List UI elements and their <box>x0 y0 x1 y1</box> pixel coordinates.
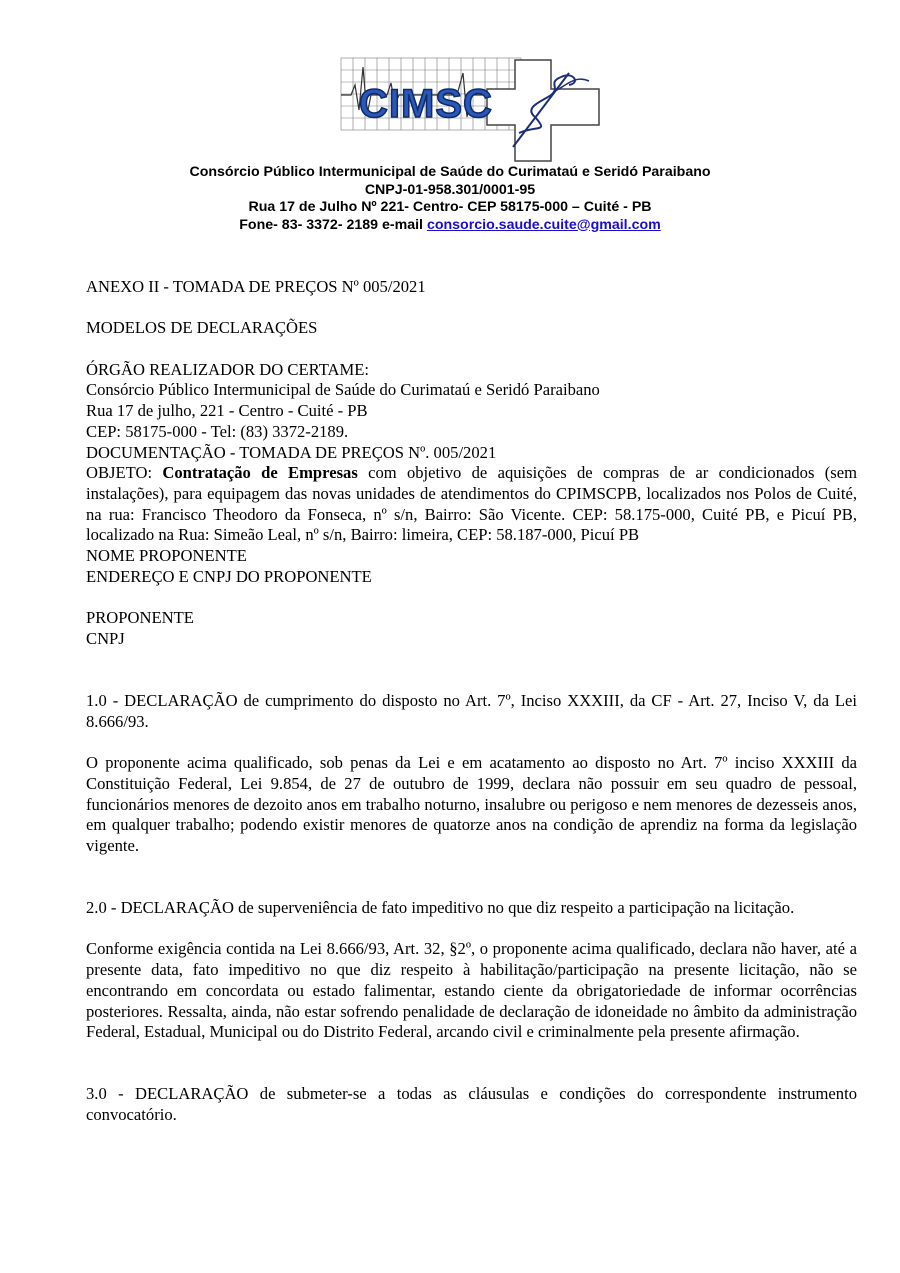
declaration-3-title: 3.0 - DECLARAÇÃO de submeter-se a todas as cláusulas e condições do correspondente instrumento convocatório. <box>86 1084 857 1124</box>
organ-cep: CEP: 58175-000 - Tel: (83) 3372-2189. <box>86 421 349 441</box>
declaration-1-body: O proponente acima qualificado, sob penas da Lei e em acatamento ao disposto no Art. 7º inciso XXXIII da Constituição Federal, Lei 9.854, de 27 de outubro de 1999, declara não possuir em seu quadro de pessoal, funcionários menores de dezoito anos em trabalho noturno, insalubre ou perigoso e nem menores de dezesseis anos, em qualquer trabalho; podendo existir menores de quatorze anos na condição de aprendiz na forma da legislação vigente. <box>86 753 857 855</box>
org-cnpj: CNPJ-01-958.301/0001-95 <box>364 181 536 198</box>
logo-graphic <box>337 55 607 165</box>
object-text: com objetivo de aquisições de compras de ar condicionados (sem instalações), para equipagem das novas unidades de atendimentos do CPIMSCPB, localizados nos Polos de Cuité, na rua: Francisco Theodoro da Fonseca, nº s/n, Bairro: São Vicente. CEP: 58.175-000, Cuité PB, e Picuí PB, localizado na Rua: Simeão Leal, nº s/n, Bairro: limeira, CEP: 58.187-000, Picuí PB <box>86 463 857 545</box>
document-body <box>86 277 857 1126</box>
proponent-name-label: NOME PROPONENTE <box>86 546 247 566</box>
organ-address: Rua 17 de julho, 221 - Centro - Cuité - PB <box>86 401 368 421</box>
medical-cross-icon <box>487 60 599 161</box>
organ-name: Consórcio Público Intermunicipal de Saúde do Curimataú e Seridó Paraibano <box>86 380 600 400</box>
declaration-2-body: Conforme exigência contida na Lei 8.666/93, Art. 32, §2º, o proponente acima qualificado, declara não haver, até a presente data, fato impeditivo no que diz respeito à habilitação/participação na presente licitação, não se encontrando em concordata ou estado falimentar, estando ciente da obrigatoriedade de informar ocorrências posteriores. Ressalta, ainda, não estar sofrendo penalidade de declaração de idoneidade no âmbito da administração Federal, Estadual, Municipal ou do Distrito Federal, arcando civil e criminalmente pela presente afirmação. <box>86 939 857 1042</box>
organ-label: ÓRGÃO REALIZADOR DO CERTAME: <box>86 359 369 379</box>
org-contact <box>0 217 900 235</box>
org-name: Consórcio Público Intermunicipal de Saúde do Curimataú e Seridó Paraibano <box>189 164 711 180</box>
object-paragraph <box>86 463 857 546</box>
phone-text: Fone- 83- 3372- 2189 e-mail <box>239 216 427 233</box>
models-title: MODELOS DE DECLARAÇÕES <box>86 318 318 338</box>
declaration-1-title: 1.0 - DECLARAÇÃO de cumprimento do disposto no Art. 7º, Inciso XXXIII, da CF - Art. 27, Inciso V, da Lei 8.666/93. <box>86 691 857 731</box>
proponent-address-label: ENDEREÇO E CNPJ DO PROPONENTE <box>86 566 372 586</box>
cimsc-logo <box>337 55 607 165</box>
cnpj-label: CNPJ <box>86 628 125 648</box>
email-link[interactable]: consorcio.saude.cuite@gmail.com <box>426 216 661 233</box>
object-label: OBJETO: <box>86 463 163 483</box>
letterhead <box>0 164 900 234</box>
annex-title: ANEXO II - TOMADA DE PREÇOS Nº 005/2021 <box>86 277 426 296</box>
documentation-line: DOCUMENTAÇÃO - TOMADA DE PREÇOS Nº. 005/2021 <box>86 442 497 462</box>
logo-text: CIMSC <box>359 82 493 126</box>
proponent-label: PROPONENTE <box>86 608 194 628</box>
declaration-2-title: 2.0 - DECLARAÇÃO de superveniência de fato impeditivo no que diz respeito a participação na licitação. <box>86 898 795 917</box>
object-bold: Contratação de Empresas <box>162 463 358 483</box>
org-address: Rua 17 de Julho Nº 221- Centro- CEP 58175-000 – Cuité - PB <box>248 199 652 215</box>
